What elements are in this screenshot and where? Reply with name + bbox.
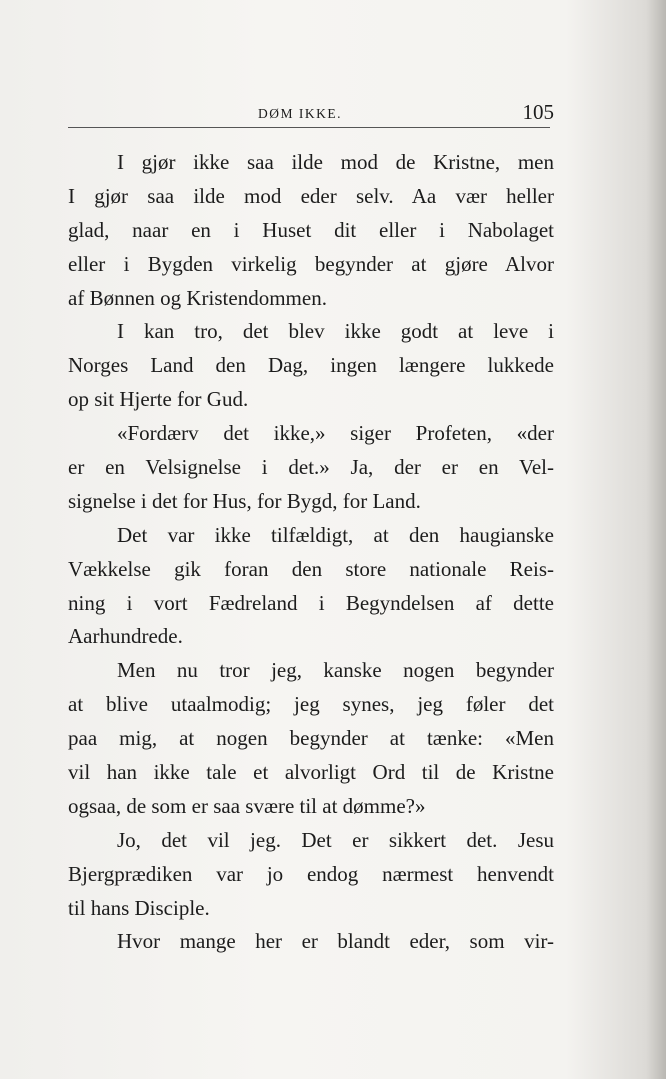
text-line: af Bønnen og Kristendommen. [68, 285, 327, 310]
text-line: Hvor mange her er blandt eder, som vir- [117, 929, 554, 954]
text-line: Aarhundrede. [68, 624, 183, 649]
text-line: ogsaa, de som er saa svære til at dømme?» [68, 793, 426, 818]
text-line: signelse i det for Hus, for Bygd, for Land. [68, 488, 421, 513]
text-line: Norges Land den Dag, ingen længere lukkede [68, 353, 554, 378]
running-title: DØM IKKE. [258, 106, 342, 121]
text-line: eller i Bygden virkelig begynder at gjøre Alvor [68, 251, 554, 276]
text-line: op sit Hjerte for Gud. [68, 387, 249, 412]
text-line: glad, naar en i Huset dit eller i Nabolaget [68, 217, 554, 242]
text-line: I gjør saa ilde mod eder selv. Aa vær heller [68, 183, 554, 208]
text-line: til hans Disciple. [68, 895, 210, 920]
text-line: «Fordærv det ikke,» siger Profeten, «der [117, 421, 554, 446]
page-header [68, 100, 554, 128]
text-line: er en Velsignelse i det.» Ja, der er en Vel- [68, 455, 554, 480]
header-rule [68, 127, 550, 128]
text-line: ning i vort Fædreland i Begyndelsen af dette [68, 590, 554, 615]
text-line: I kan tro, det blev ikke godt at leve i [117, 319, 554, 344]
text-line: Det var ikke tilfældigt, at den haugianske [117, 522, 554, 547]
text-line: Vækkelse gik foran den store nationale Reis- [68, 556, 554, 581]
text-line: Bjergprædiken var jo endog nærmest henvendt [68, 861, 554, 886]
text-line: vil han ikke tale et alvorligt Ord til de Kristne [68, 760, 554, 785]
text-line: Jo, det vil jeg. Det er sikkert det. Jesu [117, 827, 554, 852]
text-line: Men nu tror jeg, kanske nogen begynder [117, 658, 554, 683]
body-text [68, 146, 554, 959]
text-line: at blive utaalmodig; jeg synes, jeg føler det [68, 692, 554, 717]
text-line: I gjør ikke saa ilde mod de Kristne, men [117, 150, 554, 174]
page-number: 105 [522, 100, 554, 124]
text-line: paa mig, at nogen begynder at tænke: «Men [68, 726, 554, 751]
